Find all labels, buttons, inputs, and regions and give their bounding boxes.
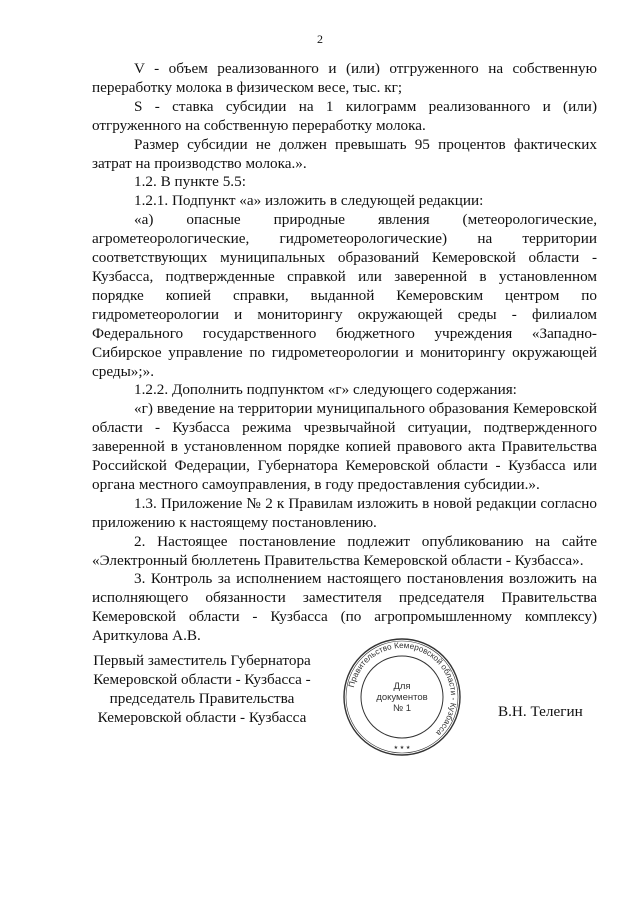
paragraph-clause-1-2-2: 1.2.2. Дополнить подпунктом «г» следующего содержания: <box>134 381 517 399</box>
paragraph-clause-1-3: 1.3. Приложение № 2 к Правилам изложить в новой редакции согласно приложению к настоящему постановлению. <box>92 494 597 531</box>
page-number: 2 <box>317 32 323 46</box>
stamp-stars: ★ ★ ★ <box>393 745 411 751</box>
paragraph-clause-1-2: 1.2. В пункте 5.5: <box>134 173 246 191</box>
signatory-title-line: председатель Правительства <box>109 689 295 707</box>
signatory-title-line: Кемеровской области - Кузбасса <box>97 708 307 726</box>
stamp-center-line: № 1 <box>392 703 412 714</box>
paragraph-v-definition: V - объем реализованного и (или) отгруженного на собственную переработку молока в физическом весе, тыс. кг; <box>92 60 597 96</box>
paragraph-clause-3: 3. Контроль за исполнением настоящего постановления возложить на исполняющего обязанности заместителя председателя Правительства Кемеровской области - Кузбасса (по агропромышленному комплексу) Ариткулова А.В. <box>92 570 597 645</box>
paragraph-clause-2: 2. Настоящее постановление подлежит опубликованию на сайте «Электронный бюллетень Правительства Кемеровской области - Кузбасса». <box>92 532 597 569</box>
signatory-title-line: Первый заместитель Губернатора <box>93 652 311 669</box>
paragraph-s-definition: S - ставка субсидии на 1 килограмм реализованного и (или) отгруженного на собственную переработку молока. <box>92 97 597 134</box>
stamp-center-line: Для <box>393 681 411 692</box>
stamp-center-line: документов <box>376 692 428 703</box>
paragraph-subsidy-limit: Размер субсидии не должен превышать 95 процентов фактических затрат на производство молока.». <box>92 135 597 172</box>
paragraph-subclause-g: «г) введение на территории муниципального образования Кемеровской области - Кузбасса режима чрезвычайной ситуации, подтвержденного заверенной в установленном порядке копией правового акта Правительства Российской Федерации, Губернатора Кемеровской области - Кузбасса или органа местного самоуправления, в году предоставления субсидии.». <box>92 400 597 493</box>
paragraph-clause-1-2-1: 1.2.1. Подпункт «а» изложить в следующей редакции: <box>134 192 484 210</box>
document-body <box>92 60 597 646</box>
official-stamp <box>342 637 462 757</box>
signer-name: В.Н. Телегин <box>498 703 583 720</box>
paragraph-subclause-a: «а) опасные природные явления (метеорологические, агрометеорологические, гидрометеорологические) на территории соответствующих муниципальных образований Кемеровской области - Кузбасса, подтвержденные справкой или заверенной в установленном порядке копией справки, выданной Кемеровским центром по гидрометеорологии и мониторингу окружающей среды - филиалом Федерального государственного бюджетного учреждения «Западно-Сибирское управление по гидрометеорологии и мониторингу окружающей среды»;». <box>92 211 597 380</box>
signatory-title <box>84 652 320 728</box>
stamp-ring-text: Правительство Кемеровской области - Кузбасса <box>346 640 459 738</box>
signatory-title-line: Кемеровской области - Кузбасса - <box>93 670 311 688</box>
